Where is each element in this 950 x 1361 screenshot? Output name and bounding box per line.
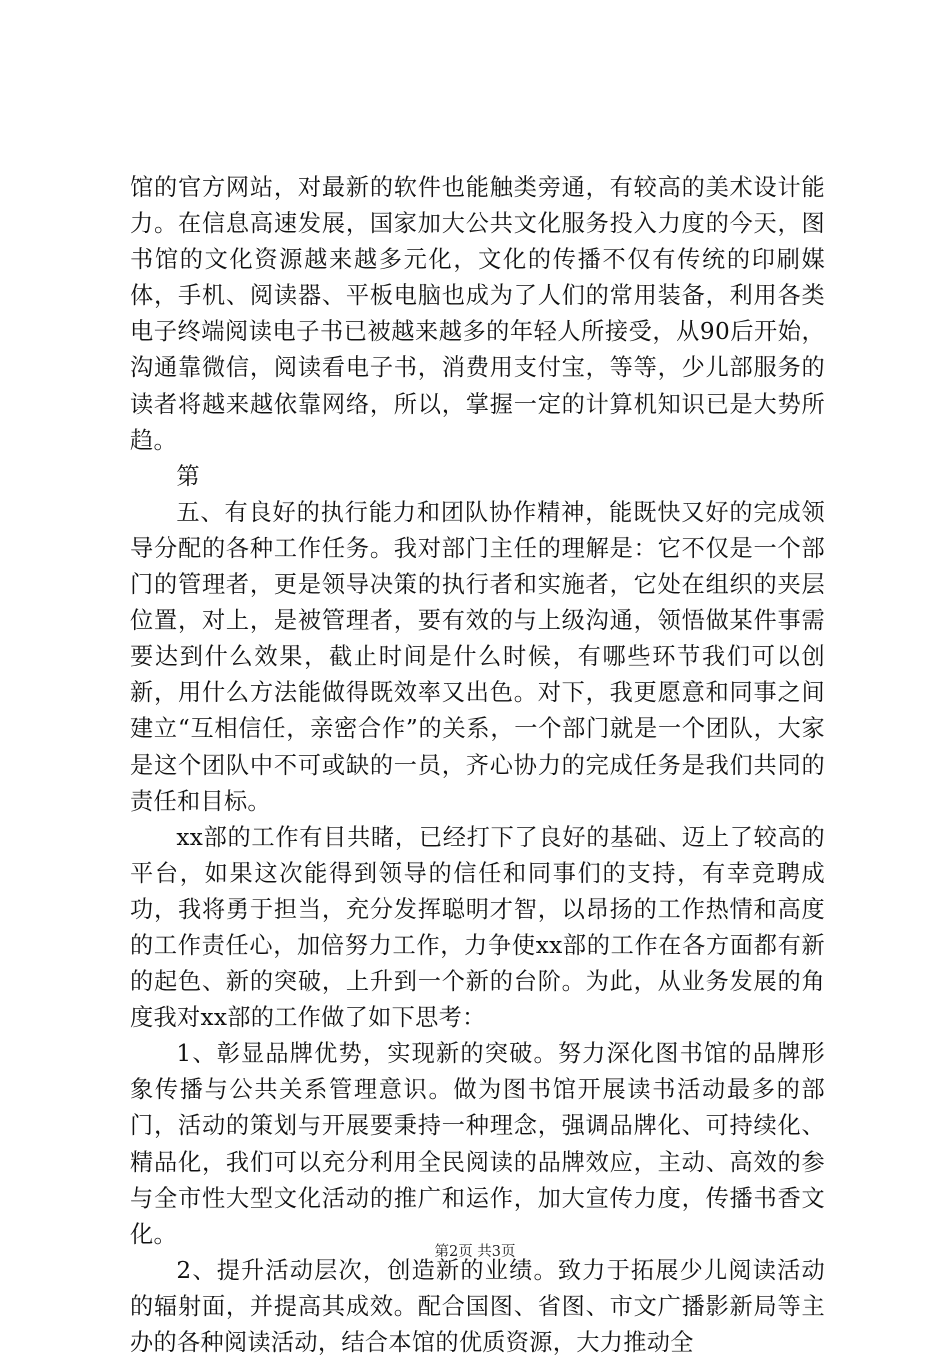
document-body xyxy=(130,170,825,1361)
paragraph-department-work: xx部的工作有目共睹，已经打下了良好的基础、迈上了较高的平台，如果这次能得到领导的信任和同事们的支持，有幸竞聘成功，我将勇于担当，充分发挥聪明才智，以昂扬的工作热情和高度的工作责任心，加倍努力工作，力争使xx部的工作在各方面都有新的起色、新的突破，上升到一个新的台阶。为此，从业务发展的角度我对xx部的工作做了如下思考： xyxy=(130,823,825,1032)
page-number-footer: 第2页 共3页 xyxy=(434,1244,516,1260)
paragraph-point-one: 1、彰显品牌优势，实现新的突破。努力深化图书馆的品牌形象传播与公共关系管理意识。做为图书馆开展读书活动最多的部门，活动的策划与开展要秉持一种理念，强调品牌化、可持续化、精品化，我们可以充分利用全民阅读的品牌效应，主动、高效的参与全市性大型文化活动的推广和运作，加大宣传力度，传播书香文化。 xyxy=(130,1040,825,1248)
paragraph-continuation: 馆的官方网站，对最新的软件也能触类旁通，有较高的美术设计能力。在信息高速发展，国家加大公共文化服务投入力度的今天，图书馆的文化资源越来越多元化，文化的传播不仅有传统的印刷媒体，手机、阅读器、平板电脑也成为了人们的常用装备，利用各类电子终端阅读电子书已被越来越多的年轻人所接受，从90后开始，沟通靠微信，阅读看电子书，消费用支付宝，等等，少儿部服务的读者将越来越依靠网络，所以，掌握一定的计算机知识已是大势所趋。 xyxy=(130,174,825,454)
paragraph-fragment: 第 xyxy=(176,462,200,490)
paragraph-point-two: 2、提升活动层次，创造新的业绩。致力于拓展少儿阅读活动的辐射面，并提高其成效。配合国图、省图、市文广播影新局等主办的各种阅读活动，结合本馆的优质资源，大力推动全 xyxy=(130,1256,825,1356)
paragraph-item-five: 五、有良好的执行能力和团队协作精神，能既快又好的完成领导分配的各种工作任务。我对部门主任的理解是：它不仅是一个部门的管理者，更是领导决策的执行者和实施者，它处在组织的夹层位置，对上，是被管理者，要有效的与上级沟通，领悟做某件事需要达到什么效果，截止时间是什么时候，有哪些环节我们可以创新，用什么方法能做得既效率又出色。对下，我更愿意和同事之间建立“互相信任，亲密合作”的关系，一个部门就是一个团队，大家是这个团队中不可或缺的一员，齐心协力的完成任务是我们共同的责任和目标。 xyxy=(130,498,825,815)
